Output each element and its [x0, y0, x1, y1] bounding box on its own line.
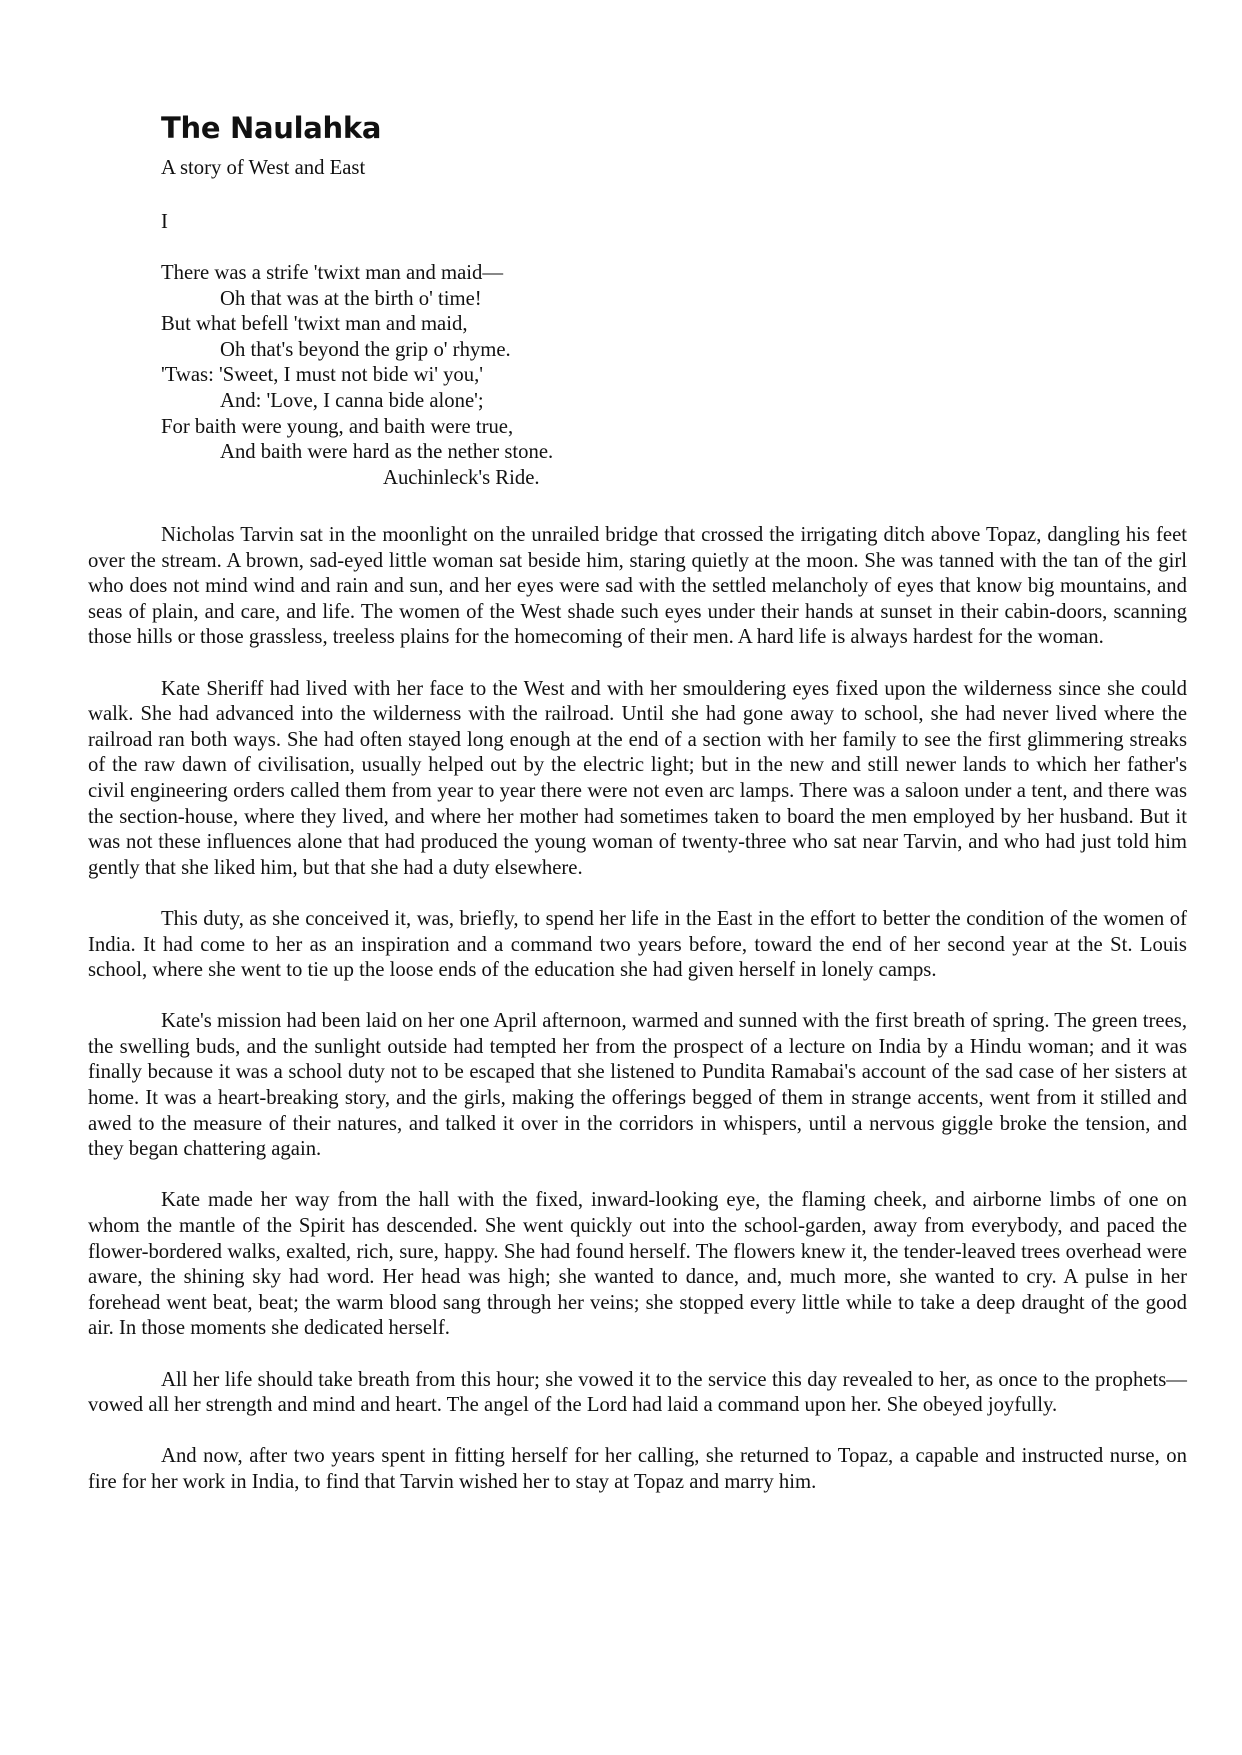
document-subtitle: A story of West and East	[161, 157, 366, 179]
poem-line: There was a strife 'twixt man and maid—	[161, 262, 504, 284]
poem-attribution: Auchinleck's Ride.	[383, 466, 540, 489]
chapter-number: I	[161, 211, 168, 233]
poem-line: And baith were hard as the nether stone.	[220, 441, 554, 464]
poem-line: But what befell 'twixt man and maid,	[161, 313, 468, 336]
paragraph: Kate Sheriff had lived with her face to the West and with her smouldering eyes fixed upon the wilderness since she could walk. She had advanced into the wilderness with the railroad. Until she had gone away to school, she had never lived where the railroad ran both ways. She had often stayed long enough at the end of a section with her family to see the first glimmering streaks of the raw dawn of civilisation, usually helped out by the electric light; but in the new and still newer lands to which her father's civil engineering orders called them from year to year there were not even arc lamps. There was a saloon under a tent, and there was the section-house, where they lived, and where her mother had sometimes taken to board the men employed by her husband. But it was not these influences alone that had produced the young woman of twenty-three who sat near Tarvin, and who had just told him gently that she liked him, but that she had a duty elsewhere.	[88, 677, 1187, 879]
paragraph: This duty, as she conceived it, was, briefly, to spend her life in the East in the effort to better the condition of the women of India. It had come to her as an inspiration and a command two years before, toward the end of her second year at the St. Louis school, where she went to tie up the loose ends of the education she had given herself in lonely camps.	[88, 907, 1187, 982]
poem-line: 'Twas: 'Sweet, I must not bide wi' you,'	[161, 364, 484, 387]
paragraph: Kate made her way from the hall with the fixed, inward-looking eye, the flaming cheek, and airborne limbs of one on whom the mantle of the Spirit has descended. She went quickly out into the school-garden, away from everybody, and paced the flower-bordered walks, exalted, rich, sure, happy. She had found herself. The flowers knew it, the tender-leaved trees overhead were aware, the shining sky had word. Her head was high; she wanted to dance, and, much more, she wanted to cry. A pulse in her forehead went beat, beat; the warm blood sang through her veins; she stopped every little while to take a deep draught of the good air. In those moments she dedicated herself.	[88, 1189, 1187, 1340]
paragraph: Kate's mission had been laid on her one April afternoon, warmed and sunned with the first breath of spring. The green trees, the swelling buds, and the sunlight outside had tempted her from the prospect of a lecture on India by a Hindu woman; and it was finally because it was a school duty not to be escaped that she listened to Pundita Ramabai's account of the sad case of her sisters at home. It was a heart-breaking story, and the girls, making the offerings begged of them in strange accents, went from it stilled and awed to the measure of their natures, and talked it over in the corridors in whispers, until a nervous giggle broke the tension, and they began chattering again.	[88, 1010, 1187, 1161]
poem-line: For baith were young, and baith were true,	[161, 415, 514, 438]
paragraph: Nicholas Tarvin sat in the moonlight on the unrailed bridge that crossed the irrigating ditch above Topaz, dangling his feet over the stream. A brown, sad-eyed little woman sat beside him, staring quietly at the moon. She was tanned with the tan of the girl who does not mind wind and rain and sun, and her eyes were sad with the settled melancholy of eyes that know big mountains, and seas of plain, and care, and life. The women of the West shade such eyes under their hands at sunset in their cabin-doors, scanning those hills or those grassless, treeless plains for the homecoming of their men. A hard life is always hardest for the woman.	[88, 524, 1187, 649]
document-title: The Naulahka	[161, 111, 382, 145]
epigraph-poem	[161, 261, 553, 491]
poem-line: Oh that's beyond the grip o' rhyme.	[220, 338, 511, 361]
poem-line: Oh that was at the birth o' time!	[220, 287, 482, 310]
paragraph: All her life should take breath from this hour; she vowed it to the service this day revealed to her, as once to the prophets—vowed all her strength and mind and heart. The angel of the Lord had laid a command upon her. She obeyed joyfully.	[88, 1368, 1187, 1417]
poem-line: And: 'Love, I canna bide alone';	[220, 389, 484, 412]
body-text	[88, 523, 1187, 1521]
paragraph: And now, after two years spent in fitting herself for her calling, she returned to Topaz, a capable and instructed nurse, on fire for her work in India, to find that Tarvin wished her to stay at Topaz and marry him.	[88, 1445, 1187, 1493]
